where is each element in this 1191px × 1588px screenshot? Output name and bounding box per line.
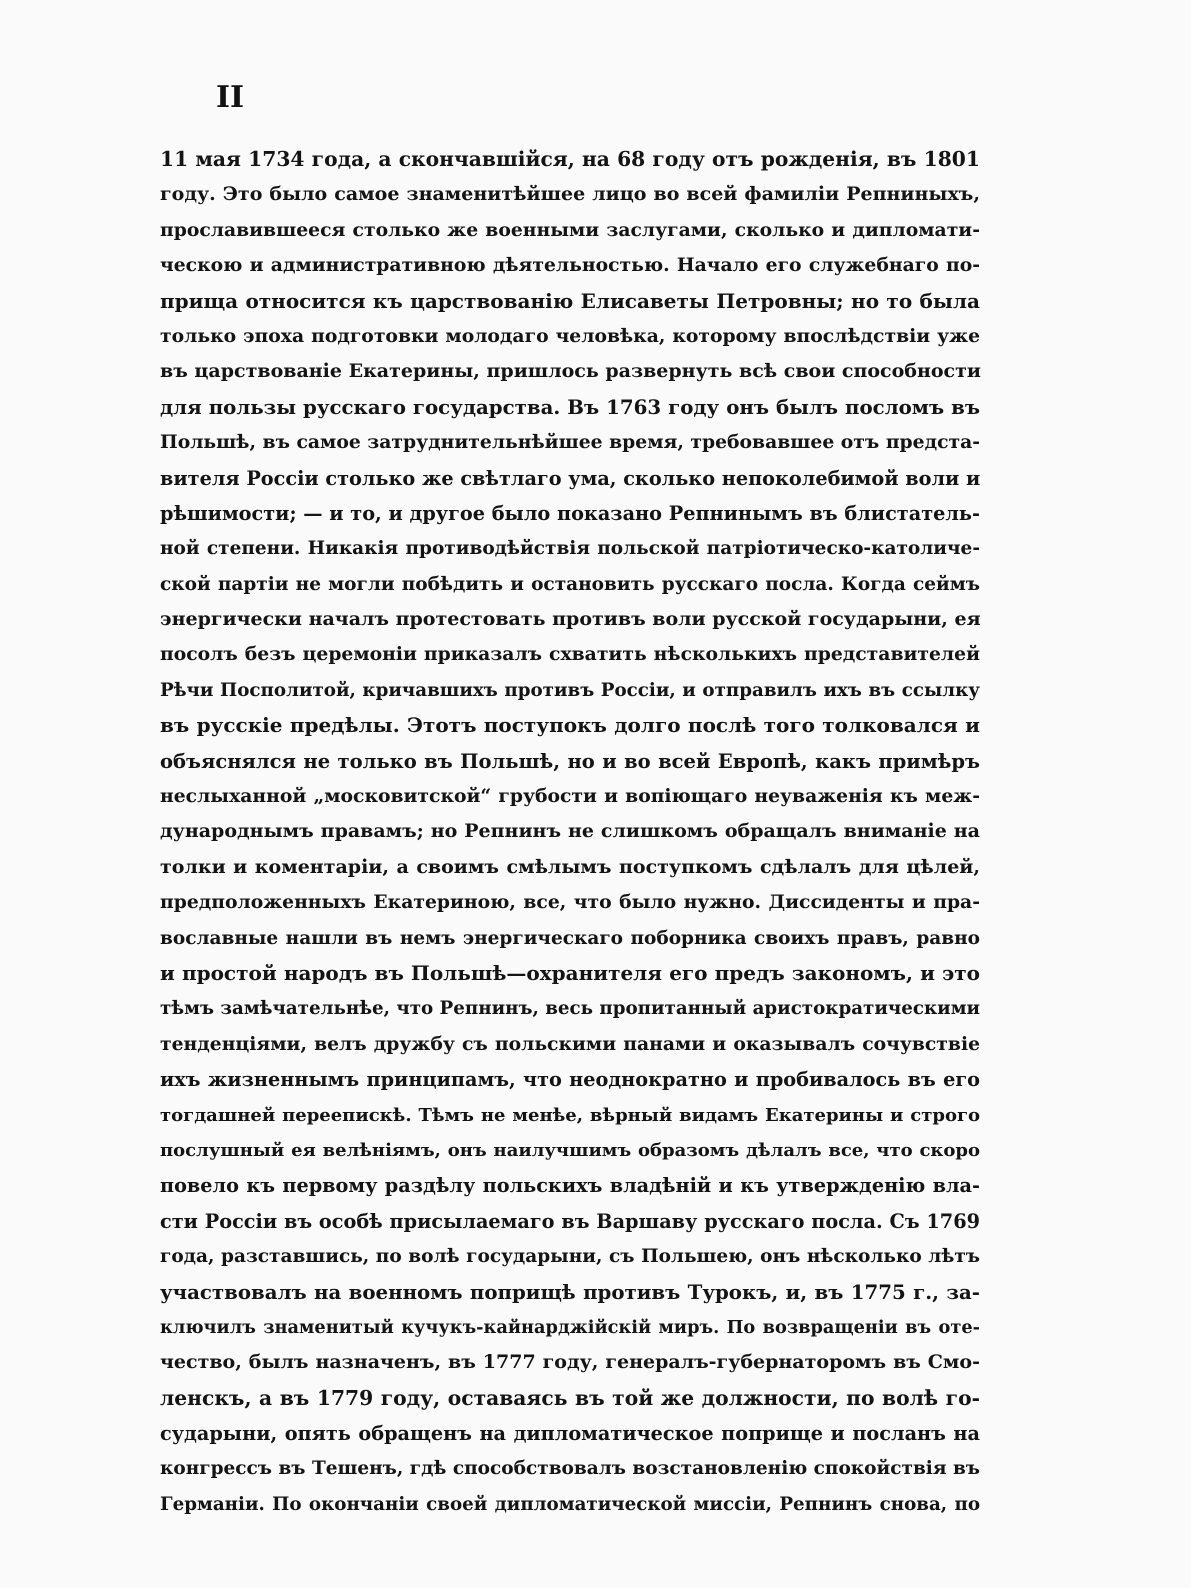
- text-line: вославные нашли въ немъ энергическаго поборника своихъ правъ, равно: [160, 927, 980, 949]
- text-line: вителя Россіи столько же свѣтлаго ума, сколько непоколебимой воли и: [160, 466, 981, 490]
- text-line: Рѣчи Посполитой, кричавшихъ противъ Россіи, и отправилъ ихъ въ ссылку: [160, 679, 980, 701]
- text-line: послушный ея велѣніямъ, онъ наилучшимъ образомъ дѣлалъ все, что скоро: [160, 1139, 980, 1161]
- text-line: энергически началъ протестовать противъ воли русской государыни, ея: [160, 608, 981, 631]
- text-line: ключилъ знаменитый кучукъ-кайнарджійскій миръ. По возвращеніи въ оте-: [160, 1316, 980, 1338]
- text-line: тѣмъ замѣчательнѣе, что Репнинъ, весь пропитанный аристократическими: [160, 998, 981, 1020]
- text-line: рѣшимости; — и то, и другое было показано Репнинымъ въ блистатель-: [160, 501, 980, 525]
- text-line: тенденціями, велъ дружбу съ польскими панами и оказывалъ сочувствіе: [160, 1032, 980, 1055]
- text-line: года, разставшись, по волѣ государыни, съ Польшею, онъ нѣсколько лѣтъ: [160, 1246, 980, 1268]
- text-line: сударыни, опять обращенъ на дипломатическое поприще и посланъ на: [160, 1422, 980, 1446]
- text-line: сти Россіи въ особѣ присылаемаго въ Варшаву русскаго посла. Съ 1769: [160, 1209, 980, 1233]
- text-line: ленскъ, а въ 1779 году, оставаясь въ той же должности, по волѣ го-: [160, 1385, 980, 1410]
- text-line: для пользы русскаго государства. Въ 1763 году онъ былъ посломъ въ: [160, 394, 980, 419]
- text-line: конгрессъ въ Тешенъ, гдѣ способствовалъ возстановленію спокойствія въ: [160, 1458, 980, 1480]
- text-line: толки и коментаріи, а своимъ смѣлымъ поступкомъ сдѣлалъ для цѣлей,: [160, 855, 980, 878]
- text-line: дународнымъ правамъ; но Репнинъ не слишкомъ обращалъ вниманіе на: [160, 820, 980, 843]
- text-line: тогдашней переепискѣ. Тѣмъ не менѣе, вѣрный видамъ Екатерины и строго: [160, 1104, 980, 1126]
- text-line: прища относится къ царствованію Елисаветы Петровны; но то была: [160, 288, 980, 313]
- text-line: ческою и административною дѣятельностью. Начало его служебнаго по-: [160, 254, 980, 277]
- text-line: предположенныхъ Екатериною, все, что было нужно. Диссиденты и пра-: [160, 891, 980, 914]
- text-line: объяснялся не только въ Польшѣ, но и во всей Европѣ, какъ примѣръ: [160, 749, 980, 773]
- text-line: Польшѣ, въ самое затруднительнѣйшее время, требовавшее отъ предста-: [160, 431, 981, 454]
- text-line: повело къ первому раздѣлу польскихъ владѣній и къ утвержденію вла-: [160, 1174, 980, 1198]
- page-number: II: [216, 80, 245, 115]
- text-line: въ русскіе предѣлы. Этотъ поступокъ долго послѣ того толковался и: [160, 713, 980, 738]
- text-line: прославившееся столько же военными заслугами, сколько и дипломати-: [160, 218, 980, 241]
- text-line: чество, былъ назначенъ, въ 1777 году, генералъ-губернаторомъ въ Смо-: [160, 1351, 980, 1374]
- text-line: только эпоха подготовки молодаго человѣка, которому впослѣдствіи уже: [160, 324, 980, 347]
- text-line: ской партіи не могли побѣдить и остановить русскаго посла. Когда сеймъ: [160, 573, 980, 595]
- text-line: въ царствованіе Екатерины, пришлось развернуть всѣ свои способности: [160, 360, 981, 383]
- text-line: неслыханной „московитской“ грубости и вопіющаго неуваженія къ меж-: [160, 785, 980, 808]
- text-line: ихъ жизненнымъ принципамъ, что неоднократно и пробивалось въ его: [160, 1068, 980, 1092]
- text-line: участвовалъ на военномъ поприщѣ противъ Турокъ, и, въ 1775 г., за-: [160, 1279, 980, 1304]
- text-line: ной степени. Никакія противодѣйствія польской патріотическо-католиче-: [160, 538, 980, 560]
- text-line: и простой народъ въ Польшѣ—охранителя его предъ закономъ, и это: [160, 960, 980, 985]
- text-line: году. Это было самое знаменитѣйшее лицо во всей фамиліи Репниныхъ,: [160, 183, 980, 206]
- text-line: посолъ безъ церемоніи приказалъ схватить нѣсколькихъ представителей: [160, 643, 980, 666]
- text-line: Германіи. По окончаніи своей дипломатической миссіи, Репнинъ снова, по: [160, 1493, 980, 1515]
- body-text: [160, 142, 980, 1522]
- text-line: 11 мая 1734 года, а скончавшійся, на 68 году отъ рожденія, въ 1801: [160, 147, 980, 171]
